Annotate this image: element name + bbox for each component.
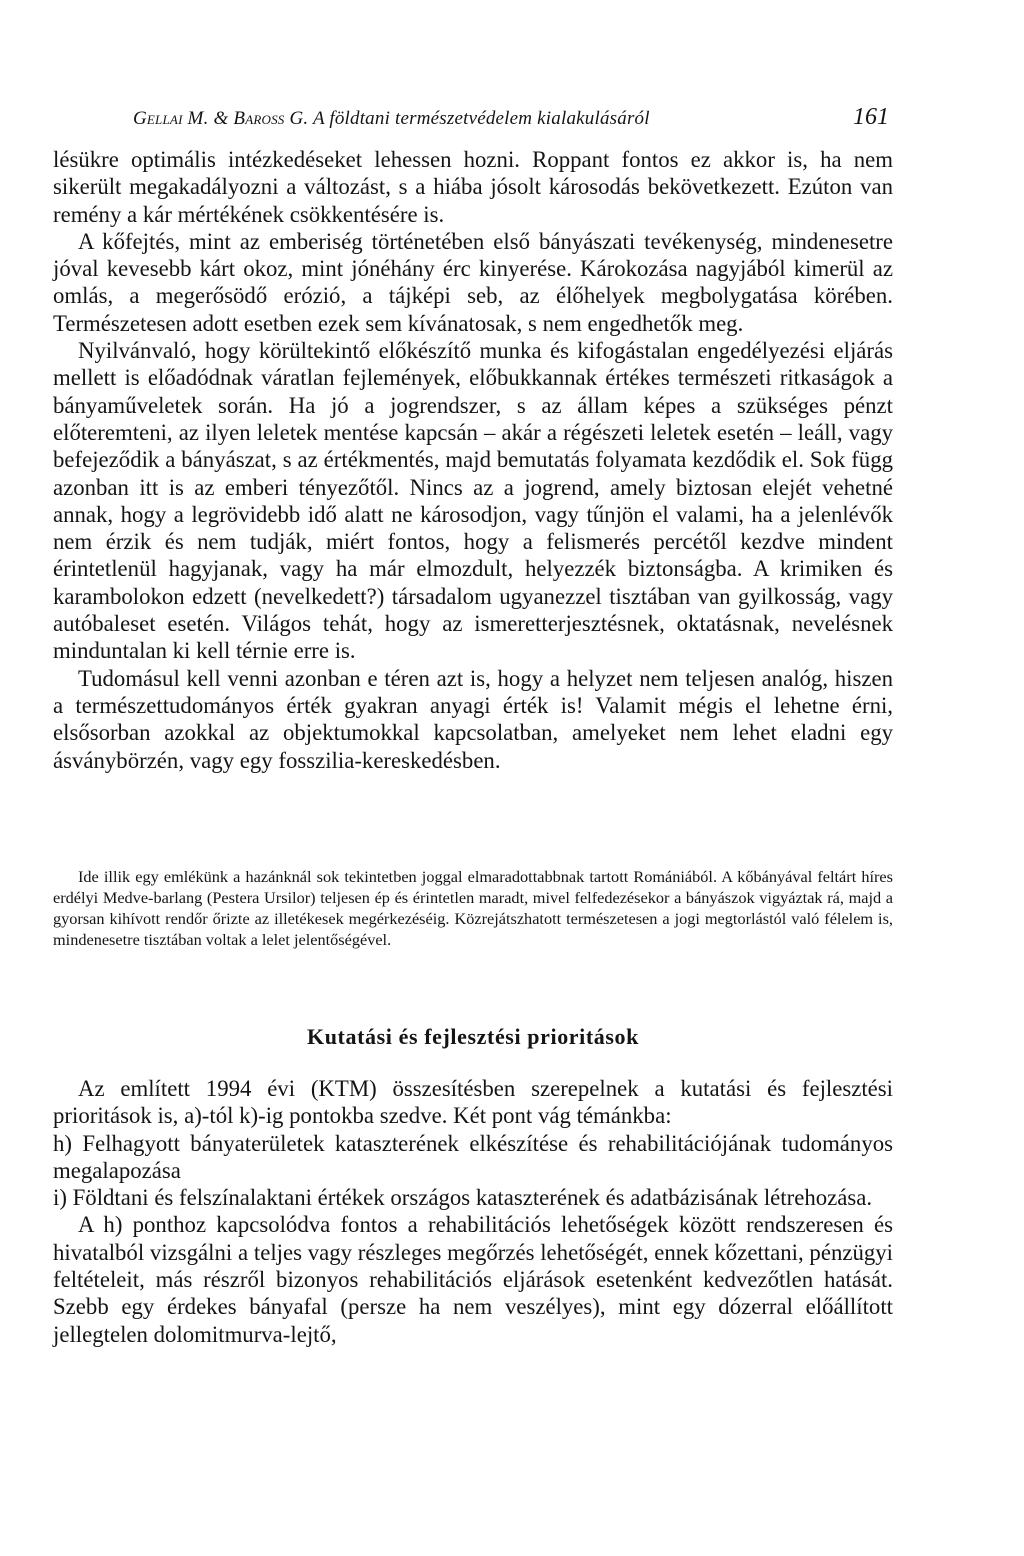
section-heading: Kutatási és fejlesztési prioritások	[307, 1024, 639, 1049]
author-2: Baross G.	[233, 108, 309, 129]
footnote	[53, 866, 893, 950]
paragraph: A h) ponthoz kapcsolódva fontos a rehabilitációs lehetőségek között rendszeresen és hivatalból vizsgálni a teljes vagy részleges megőrzés lehetőségét, ennek kőzettani, pénzügyi feltételeit, más részről bizonyos rehabilitációs eljárások esetenként kedvezőtlen hatását. Szebb egy érdekes bányafal (persze ha nem veszélyes), mint egy dózerral előállított jellegtelen dolomitmurva-lejtő,	[53, 1212, 893, 1347]
paragraph: Tudomásul kell venni azonban e téren azt is, hogy a helyzet nem teljesen analóg, hiszen a természettudományos érték gyakran anyagi érték is! Valamit mégis el lehetne érni, elsősorban azokkal az objektumokkal kapcsolatban, amelyeket nem lehet eladni egy ásványbörzén, vagy egy fosszilia-kereskedésben.	[53, 665, 893, 773]
paragraph: Az említett 1994 évi (KTM) összesítésben szerepelnek a kutatási és fejlesztési prioritások is, a)-tól k)-ig pontokba szedve. Két pont vág témánkba:	[53, 1076, 893, 1129]
paragraph: A kőfejtés, mint az emberiség történetében első bányászati tevékenység, mindenesetre jóval kevesebb kárt okoz, mint jónéhány érc kinyerése. Károkozása nagyjából kimerül az omlás, a megerősödő erózió, a tájképi seb, az élőhelyek megbolygatása körében. Természetesen adott esetben ezek sem kívánatosak, s nem engedhetők meg.	[53, 228, 893, 336]
paragraph: lésükre optimális intézkedéseket lehessen hozni. Roppant fontos ez akkor is, ha nem sikerült megakadályozni a változást, s a hiába jósolt károsodás bekövetkezett. Ezúton van remény a kár mértékének csökkentésére is.	[53, 147, 893, 227]
page-number: 161	[853, 104, 889, 130]
footnote-text: Ide illik egy emlékünk a hazánknál sok tekintetben joggal elmaradottabbnak tartott Romániából. A kőbányával feltárt híres erdélyi Medve-barlang (Pestera Ursilor) teljesen ép és érintetlen maradt, mivel felfedezésekor a bányászok vigyáztak rá, majd a gyorsan kihívott rendőr őrizte az illetékesek megérkezéséig. Közrejátszhatott természetesen a jogi megtorlástól való félelem is, mindenesetre tisztában voltak a lelet jelentőségével.	[53, 867, 893, 949]
body-text-lower	[53, 1075, 893, 1348]
running-header	[133, 104, 889, 136]
running-title: A földtani természetvédelem kialakulásáról	[312, 108, 650, 129]
author-1: Gellai M.	[133, 108, 209, 129]
running-header-text	[133, 108, 650, 130]
list-item-i: i) Földtani és felszínalaktani értékek országos kataszterének és adatbázisának létrehozása.	[53, 1185, 873, 1211]
paragraph: Nyilvánvaló, hogy körültekintő előkészítő munka és kifogástalan engedélyezési eljárás mellett is előadódnak váratlan fejlemények, előbukkannak értékes természeti ritkaságok a bányaműveletek során. Ha jó a jogrendszer, s az állam képes a szükséges pénzt előteremteni, az ilyen leletek mentése kapcsán – akár a régészeti leletek esetén – leáll, vagy befejeződik a bányászat, s az értékmentés, majd bemutatás folyamata kezdődik el. Sok függ azonban itt is az emberi tényezőtől. Nincs az a jogrend, amely biztosan elejét vehetné annak, hogy a legrövidebb idő alatt ne károsodjon, vagy tűnjön el valami, ha a jelenlévők nem érzik és nem tudják, miért fontos, hogy a felismerés percétől kezdve mindent érintetlenül hagyjanak, vagy ha már elmozdult, helyezzék biztonságba. A krimiken és karambolokon edzett (nevelkedett?) társadalom ugyanezzel tisztában van gyilkosság, vagy autóbaleset esetén. Világos tehát, hogy az ismeretterjesztésnek, oktatásnak, nevelésnek minduntalan ki kell térnie erre is.	[53, 338, 893, 664]
body-text-upper	[53, 146, 893, 774]
author-separator: &	[213, 108, 229, 129]
list-item-h: h) Felhagyott bányaterületek kataszterének elkészítése és rehabilitációjának tudományos megalapozása	[53, 1130, 893, 1183]
